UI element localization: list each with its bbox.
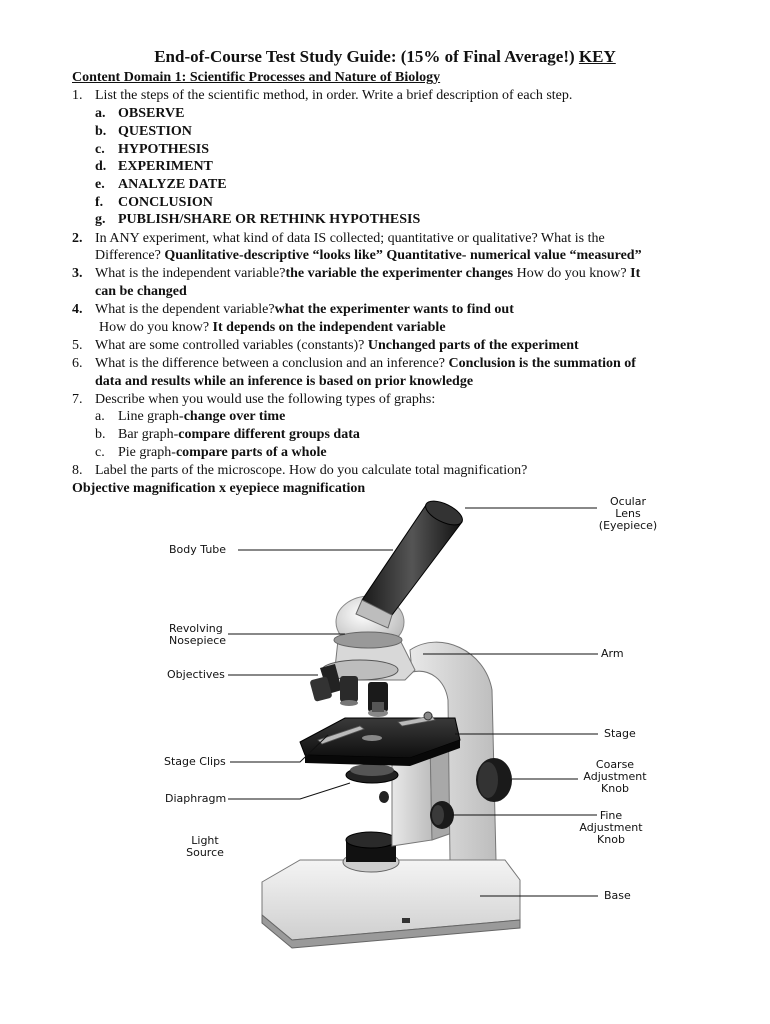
q3-answer-start: It [630,266,641,281]
body-tube-shape [356,496,466,628]
q7-item-answer: compare parts of a whole [175,445,327,460]
q7-text: Describe when you would use the following types of graphs: [95,392,436,407]
q2-answer: Quanlitative-descriptive “looks like” Quantitative- numerical value “measured” [164,248,642,263]
label-objectives [167,669,225,681]
q1-step-text: PUBLISH/SHARE OR RETHINK HYPOTHESIS [118,212,421,227]
q4-answer: what the experimenter wants to find out [274,302,514,317]
q6-pre: What is the difference between a conclusion and an inference? [95,356,449,371]
label-body-tube [169,544,226,556]
q3-answer: the variable the experimenter changes [285,266,514,281]
label-stage [604,728,636,740]
q1-number: 1. [72,88,83,103]
label-line: Stage Clips [164,755,226,768]
label-line: Light [191,834,219,847]
q5-number: 5. [72,338,83,353]
q7-number: 7. [72,392,83,407]
q1-step-letter: b. [95,124,107,139]
q4-number: 4. [72,302,83,317]
q5-pre: What are some controlled variables (constants)? [95,338,368,353]
q3-mid: How do you know? [513,266,631,281]
label-line: Knob [601,782,629,795]
q3-number: 3. [72,266,83,281]
title-text: End-of-Course Test Study Guide: (15% of Final Average!) [154,47,579,66]
label-line: Adjustment [579,821,643,834]
q7-item-pre: Bar graph- [118,427,179,442]
label-line: (Eyepiece) [598,519,658,532]
label-line: Fine [599,809,623,822]
q1-step-text: QUESTION [118,124,192,139]
label-line: Body Tube [169,543,227,556]
q4-pre2: How do you know? [99,320,213,335]
microscope-base [262,860,520,948]
label-fine-adjustment-knob [578,810,644,846]
q1-step-text: CONCLUSION [118,195,213,210]
q1-step-letter: f. [95,195,104,210]
content-domain-heading: Content Domain 1: Scientific Processes and Nature of Biology [72,70,441,85]
q8-number: 8. [72,463,83,478]
label-arm [601,648,624,660]
q2-line2-pre: Difference? [95,248,165,263]
q6-answer-cont: data and results while an inference is based on prior knowledge [95,374,474,389]
label-line: Arm [601,647,624,660]
label-revolving-nosepiece [169,623,226,647]
diaphragm-shape [346,764,398,783]
q7-item-answer: compare different groups data [178,427,360,442]
label-diaphragm [165,793,226,805]
fine-adjustment-knob-shape [430,801,454,829]
q4-answer2: It depends on the independent variable [212,320,446,335]
q8-text: Label the parts of the microscope. How do you calculate total magnification? [95,463,528,478]
leader-diaphragm [228,783,350,799]
label-line: Base [604,889,631,902]
label-line: Nosepiece [169,634,227,647]
label-line: Ocular Lens [610,495,646,520]
q1-step-text: EXPERIMENT [118,159,213,174]
q2-number: 2. [72,231,83,246]
q1-step-text: HYPOTHESIS [118,142,210,157]
label-line: Stage [604,727,636,740]
q3-answer-end: can be changed [95,284,187,299]
label-ocular-lens [596,496,660,532]
label-line: Diaphragm [165,792,227,805]
q1-text: List the steps of the scientific method, in order. Write a brief description of each step. [95,88,573,103]
q4-pre: What is the dependent variable? [95,302,275,317]
q1-step-letter: a. [95,106,106,121]
q7-item-pre: Line graph- [118,409,184,424]
q1-step-text: ANALYZE DATE [118,177,227,192]
q1-step-letter: g. [95,212,106,227]
q5-answer: Unchanged parts of the experiment [367,338,579,353]
label-line: Adjustment [583,770,647,783]
label-line: Revolving [169,622,223,635]
q2-line1: In ANY experiment, what kind of data IS collected; quantitative or qualitative? What is the [95,231,605,246]
title-key: KEY [578,47,616,66]
q6-answer: Conclusion is the summation of [448,356,636,371]
label-base [604,890,631,902]
q1-step-letter: c. [95,142,105,157]
q1-step-letter: d. [95,159,107,174]
label-line: Objectives [167,668,225,681]
label-line: Coarse [595,758,635,771]
q7-item-letter: b. [95,427,106,442]
label-stage-clips [164,756,226,768]
q7-item-letter: c. [95,445,105,460]
q7-item-letter: a. [95,409,105,424]
label-line: Knob [597,833,625,846]
q7-item-answer: change over time [183,409,286,424]
q1-step-letter: e. [95,177,105,192]
light-source-housing [343,832,399,872]
label-coarse-adjustment-knob [582,759,648,795]
label-line: Source [186,846,224,859]
q3-pre: What is the independent variable? [95,266,286,281]
q7-item-pre: Pie graph- [118,445,176,460]
q1-step-text: OBSERVE [118,106,185,121]
coarse-adjustment-knob-shape [476,758,512,802]
q6-number: 6. [72,356,83,371]
q8-answer: Objective magnification x eyepiece magnification [72,481,366,496]
label-light-source [183,835,227,859]
